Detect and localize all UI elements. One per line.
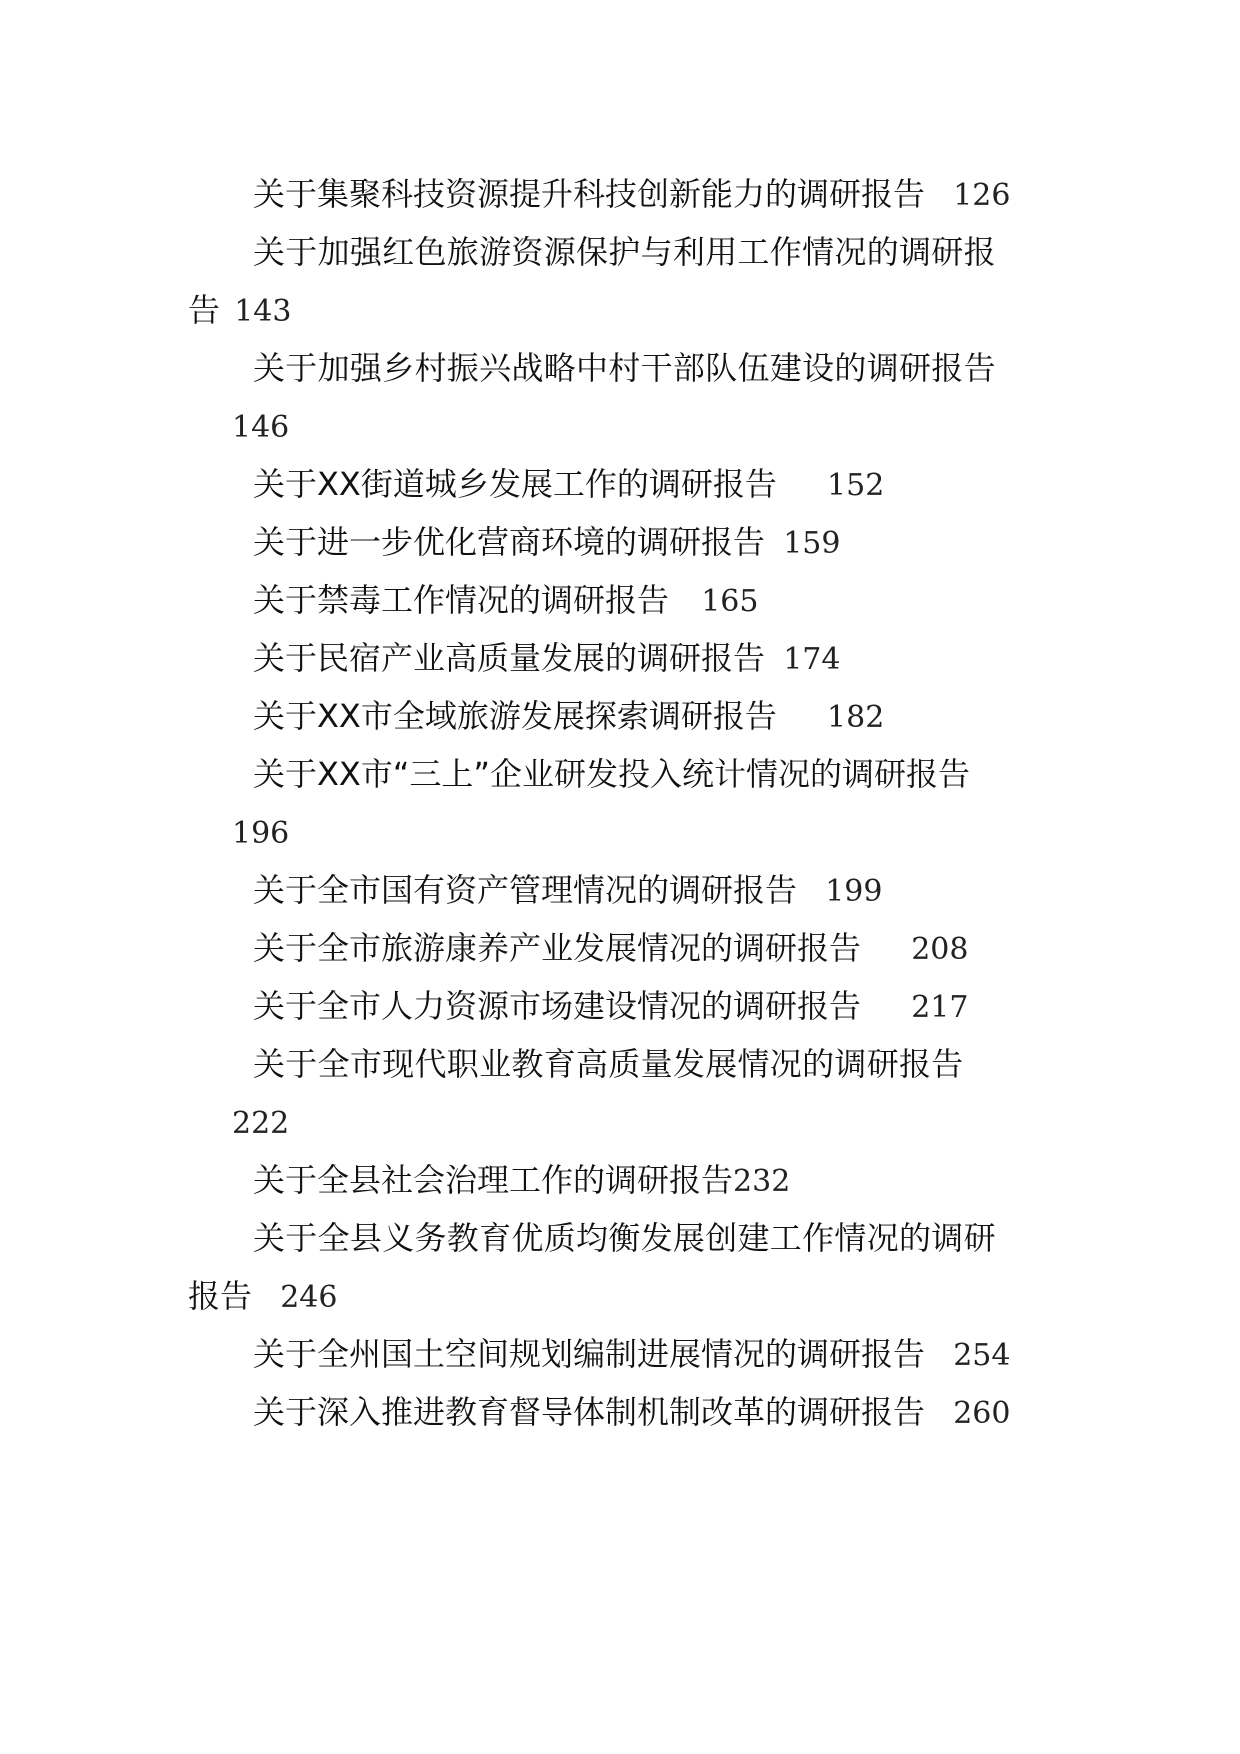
toc-entry-page: 159 <box>783 526 841 561</box>
toc-entry-page: 217 <box>911 990 969 1025</box>
toc-entry <box>253 232 996 272</box>
toc-entry-title: 关于进一步优化营商环境的调研报告 <box>253 523 766 561</box>
toc-entry-page: 182 <box>827 700 885 735</box>
toc-entry <box>253 754 970 794</box>
toc-entry <box>253 1334 1010 1376</box>
toc-entry <box>253 174 1010 216</box>
toc-entry-page: 199 <box>825 874 883 909</box>
toc-entry-page: 260 <box>953 1396 1011 1431</box>
toc-entry-title: 关于XX市全域旅游发展探索调研报告 <box>253 697 777 735</box>
toc-entry <box>253 638 840 680</box>
toc-entry-title: 告 <box>188 291 221 329</box>
toc-entry <box>253 1392 1010 1434</box>
toc-entry-title: 关于全市旅游康养产业发展情况的调研报告 <box>253 929 862 967</box>
toc-entry-continuation <box>188 1276 337 1318</box>
toc-entry-page: 222 <box>232 1106 290 1141</box>
toc-entry-page: 208 <box>911 932 969 967</box>
toc-entry-title: 关于全县社会治理工作的调研报告 <box>253 1161 734 1199</box>
toc-entry-title: 关于深入推进教育督导体制机制改革的调研报告 <box>253 1393 926 1431</box>
toc-entry <box>253 1218 996 1258</box>
toc-entry-page: 254 <box>953 1338 1011 1373</box>
toc-entry-title: 关于全县义务教育优质均衡发展创建工作情况的调研 <box>253 1219 996 1257</box>
toc-entry-title: 关于加强红色旅游资源保护与利用工作情况的调研报 <box>253 233 996 271</box>
toc-entry <box>253 870 882 912</box>
toc-entry-title: 关于XX市“三上”企业研发投入统计情况的调研报告 <box>253 755 971 793</box>
toc-entry-title: 关于XX街道城乡发展工作的调研报告 <box>253 465 777 503</box>
toc-entry-page: 246 <box>280 1280 338 1315</box>
toc-entry-continuation <box>188 290 291 332</box>
toc-entry-continuation <box>232 406 289 448</box>
toc-entry <box>253 580 758 622</box>
toc-entry-title: 关于集聚科技资源提升科技创新能力的调研报告 <box>253 175 926 213</box>
toc-entry <box>253 696 884 738</box>
toc-entry <box>253 1044 964 1084</box>
toc-entry-title: 关于全市国有资产管理情况的调研报告 <box>253 871 798 909</box>
toc-entry <box>253 464 884 506</box>
toc-entry-page: 165 <box>701 584 759 619</box>
toc-entry-title: 关于全市人力资源市场建设情况的调研报告 <box>253 987 862 1025</box>
toc-entry-title: 关于全州国土空间规划编制进展情况的调研报告 <box>253 1335 926 1373</box>
toc-entry-page: 146 <box>232 410 290 445</box>
toc-entry-page: 143 <box>234 294 292 329</box>
toc-entry-title: 报告 <box>188 1277 253 1315</box>
toc-entry-page: 174 <box>783 642 841 677</box>
toc-entry-title: 关于全市现代职业教育高质量发展情况的调研报告 <box>253 1045 964 1083</box>
toc-entry-page: 196 <box>232 816 290 851</box>
toc-entry-page: 152 <box>827 468 885 503</box>
toc-entry-title: 关于禁毒工作情况的调研报告 <box>253 581 670 619</box>
toc-entry-continuation <box>232 812 289 854</box>
toc-entry-page: 126 <box>953 178 1011 213</box>
toc-entry <box>253 928 968 970</box>
toc-entry-title: 关于加强乡村振兴战略中村干部队伍建设的调研报告 <box>253 349 996 387</box>
toc-entry <box>253 522 840 564</box>
toc-entry-continuation <box>232 1102 289 1144</box>
toc-entry-page: 232 <box>733 1164 791 1199</box>
toc-entry <box>253 986 968 1028</box>
toc-entry <box>253 1160 790 1202</box>
toc-entry-title: 关于民宿产业高质量发展的调研报告 <box>253 639 766 677</box>
toc-entry <box>253 348 996 388</box>
